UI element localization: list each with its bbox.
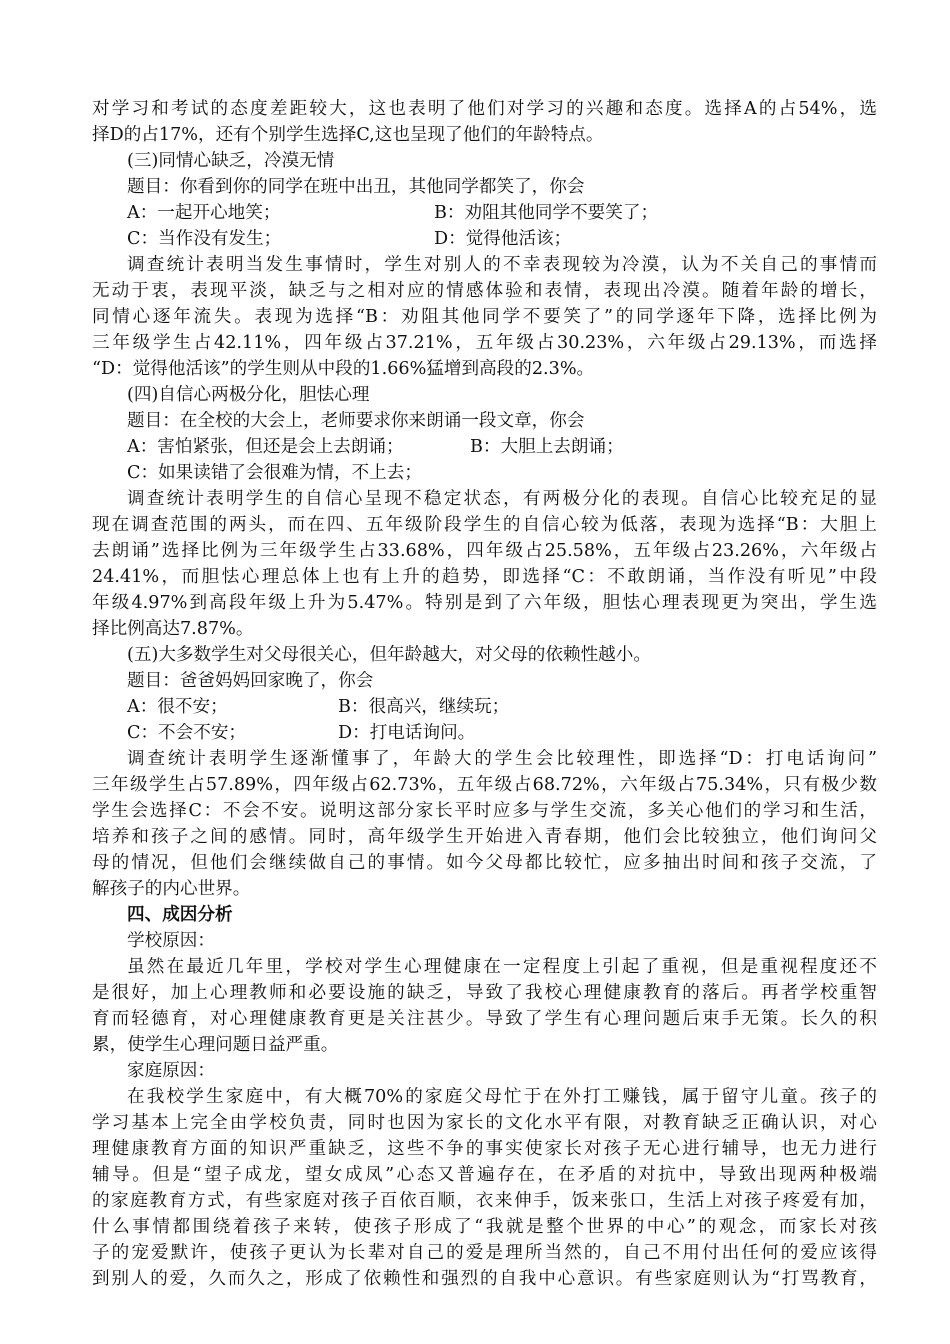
subsection-heading: (五)大多数学生对父母很关心，但年龄越大，对父母的依赖性越小。: [127, 645, 651, 665]
option-d: D：觉得他活该；: [434, 229, 572, 249]
text-line: 辅导。但是“望子成龙，望女成凤”心态又普遍存在，在矛盾的对抗中，导致出现两种极端: [92, 1165, 877, 1185]
text-line: 育而轻德育，对心理健康教育更是关注甚少。导致了学生有心理问题后束手无策。长久的积: [92, 1009, 877, 1029]
family-reasons-title: 家庭原因：: [127, 1061, 215, 1081]
text-line: 现在调查范围的两头，而在四、五年级阶段学生的自信心较为低落，表现为选择“B：大胆上: [92, 515, 877, 535]
text-line: 是很好，加上心理教师和必要设施的缺乏，导致了我校心理健康教育的落后。再者学校重智: [92, 983, 877, 1003]
text-line: 虽然在最近几年里，学校对学生心理健康在一定程度上引起了重视，但是重视程度还不: [127, 957, 877, 977]
text-line: 在我校学生家庭中，有大概70%的家庭父母忙于在外打工赚钱，属于留守儿童。孩子的: [127, 1087, 877, 1107]
option-a: A：害怕紧张，但还是会上去朗诵；: [127, 437, 404, 457]
option-b: B：劝阻其他同学不要笑了；: [434, 203, 659, 223]
text-line: 调查统计表明学生的自信心呈现不稳定状态，有两极分化的表现。自信心比较充足的显: [127, 489, 877, 509]
option-c: C：当作没有发生；: [127, 229, 282, 249]
text-line: 去朗诵”选择比例为三年级学生占33.68%，四年级占25.58%，五年级占23.26%，六年级占: [92, 541, 877, 561]
text-line: 择比例高达7.87%。: [92, 619, 254, 639]
text-line: 调查统计表明当发生事情时，学生对别人的不幸表现较为冷漠，认为不关自己的事情而: [127, 255, 877, 275]
option-b: B：很高兴，继续玩；: [338, 697, 510, 717]
text-line: 三年级学生占42.11%，四年级占37.21%，五年级占30.23%，六年级占29.13%，而选择: [92, 333, 877, 353]
text-line: 调查统计表明学生逐渐懂事了，年龄大的学生会比较理性，即选择“D：打电话询问”: [127, 749, 877, 769]
text-line: 解孩子的内心世界。: [92, 879, 251, 899]
text-line: 年级4.97%到高段年级上升为5.47%。特别是到了六年级，胆怯心理表现更为突出，学生选: [92, 593, 877, 613]
text-line: 母的情况，但他们会继续做自己的事情。如今父母都比较忙，应多抽出时间和孩子交流，了: [92, 853, 877, 873]
option-c: C：如果读错了会很难为情，不上去；: [127, 463, 422, 483]
option-b: B：大胆上去朗诵；: [470, 437, 624, 457]
question-text: 题目：爸爸妈妈回家晚了，你会: [127, 671, 374, 691]
text-line: 什么事情都围绕着孩子来转，使孩子形成了“我就是整个世界的中心”的观念，而家长对孩: [92, 1217, 877, 1237]
text-line: 的家庭教育方式，有些家庭对孩子百依百顺，衣来伸手，饭来张口，生活上对孩子疼爱有加，: [92, 1191, 877, 1211]
text-line: 无动于衷，表现平淡，缺乏与之相对应的情感体验和表情，表现出冷漠。随着年龄的增长，: [92, 281, 877, 301]
text-line: 三年级学生占57.89%，四年级占62.73%，五年级占68.72%，六年级占75.34%，只有极少数: [92, 775, 877, 795]
option-c: C：不会不安；: [127, 723, 247, 743]
text-line: 累，使学生心理问题日益严重。: [92, 1035, 339, 1055]
text-line: 子的宠爱默许，使孩子更认为长辈对自己的爱是理所当然的，自己不用付出任何的爱应该得: [92, 1243, 877, 1263]
text-line: 到别人的爱，久而久之，形成了依赖性和强烈的自我中心意识。有些家庭则认为“打骂教育，: [92, 1269, 877, 1289]
question-text: 题目：你看到你的同学在班中出丑，其他同学都笑了，你会: [127, 177, 585, 197]
option-a: A：一起开心地笑；: [127, 203, 281, 223]
text-line: 择D的占17%，还有个别学生选择C,这也呈现了他们的年龄特点。: [92, 125, 604, 145]
subsection-heading: (三)同情心缺乏，冷漠无情: [127, 151, 335, 171]
text-line: 学生会选择C：不会不安。说明这部分家长平时应多与学生交流，多关心他们的学习和生活，: [92, 801, 877, 821]
text-line: 培养和孩子之间的感情。同时，高年级学生开始进入青春期，他们会比较独立，他们询问父: [92, 827, 877, 847]
text-line: 理健康教育方面的知识严重缺乏，这些不争的事实使家长对孩子无心进行辅导，也无力进行: [92, 1139, 877, 1159]
subsection-heading: (四)自信心两极分化，胆怯心理: [127, 385, 370, 405]
text-line: “D：觉得他活该”的学生则从中段的1.66%猛增到高段的2.3%。: [92, 359, 595, 379]
school-reasons-title: 学校原因：: [127, 931, 215, 951]
section-heading: 四、成因分析: [127, 904, 233, 925]
option-a: A：很不安；: [127, 697, 228, 717]
text-line: 同情心逐年流失。表现为选择“B：劝阻其他同学不要笑了”的同学逐年下降，选择比例为: [92, 307, 877, 327]
text-line: 对学习和考试的态度差距较大，这也表明了他们对学习的兴趣和态度。选择A的占54%，选: [92, 99, 877, 119]
option-d: D：打电话询问。: [338, 723, 476, 743]
question-text: 题目：在全校的大会上，老师要求你来朗诵一段文章，你会: [127, 411, 585, 431]
text-line: 学习基本上完全由学校负责，同时也因为家长的文化水平有限，对教育缺乏正确认识，对心: [92, 1113, 877, 1133]
text-line: 24.41%，而胆怯心理总体上也有上升的趋势，即选择“C：不敢朗诵，当作没有听见”中段: [92, 567, 877, 587]
